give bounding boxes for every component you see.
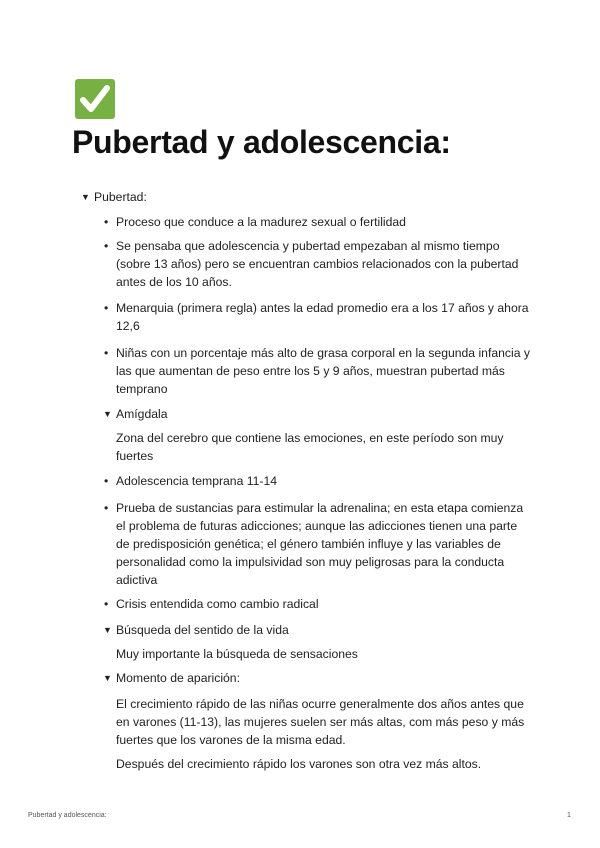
toggle-momento[interactable]: ▼ Momento de aparición: xyxy=(103,671,240,685)
bullet-icon: • xyxy=(104,215,109,229)
list-item: • Niñas con un porcentaje más alto de grasa corporal en la segunda infancia y las que aumentan de peso entre los 5 y 9 años, muestran pubertad más temprano xyxy=(104,346,530,396)
paragraph: Después del crecimiento rápido los varones son otra vez más altos. xyxy=(116,757,482,771)
list-item: • Proceso que conduce a la madurez sexual o fertilidad xyxy=(104,215,406,229)
bullet-icon: • xyxy=(104,597,109,611)
triangle-down-icon[interactable]: ▼ xyxy=(103,625,112,635)
triangle-down-icon[interactable]: ▼ xyxy=(103,673,112,683)
bullet-icon: • xyxy=(104,301,109,315)
bullet-icon: • xyxy=(104,239,109,253)
list-item: • Menarquia (primera regla) antes la edad promedio era a los 17 años y ahora 12,6 xyxy=(104,301,529,333)
paragraph: El crecimiento rápido de las niñas ocurre generalmente dos años antes que en varones (11-13), las mujeres suelen ser más altas, com más peso y más fuertes que los varones de la misma edad. xyxy=(116,697,525,747)
page-number: 1 xyxy=(567,812,571,819)
list-item: • Se pensaba que adolescencia y pubertad empezaban al mismo tiempo (sobre 13 años) pero se encuentran cambios relacionados con la pubertad antes de los 10 años. xyxy=(104,239,519,289)
check-mark-icon xyxy=(75,79,115,119)
bullet-icon: • xyxy=(104,501,109,515)
bullet-icon: • xyxy=(104,474,109,488)
list-item: • Crisis entendida como cambio radical xyxy=(104,597,319,611)
triangle-down-icon[interactable]: ▼ xyxy=(103,409,112,419)
toggle-amigdala[interactable]: ▼ Amígdala xyxy=(103,407,168,421)
bullet-icon: • xyxy=(104,346,109,360)
footer-title: Pubertad y adolescencia: xyxy=(28,812,107,819)
page-title: Pubertad y adolescencia: xyxy=(72,124,451,160)
toggle-busqueda[interactable]: ▼ Búsqueda del sentido de la vida xyxy=(103,623,289,637)
paragraph: Muy importante la búsqueda de sensaciones xyxy=(116,647,358,661)
toggle-pubertad[interactable]: ▼ Pubertad: xyxy=(81,190,147,204)
paragraph: Zona del cerebro que contiene las emociones, en este período son muy fuertes xyxy=(116,431,504,463)
list-item: • Prueba de sustancias para estimular la adrenalina; en esta etapa comienza el problema de futuras adicciones; aunque las adicciones tienen una parte de predisposición genética; el género también influye y las variables de personalidad como la impulsividad son muy peligrosas para la conducta adictiva xyxy=(104,501,524,587)
triangle-down-icon[interactable]: ▼ xyxy=(81,192,90,202)
list-item: • Adolescencia temprana 11-14 xyxy=(104,474,278,488)
